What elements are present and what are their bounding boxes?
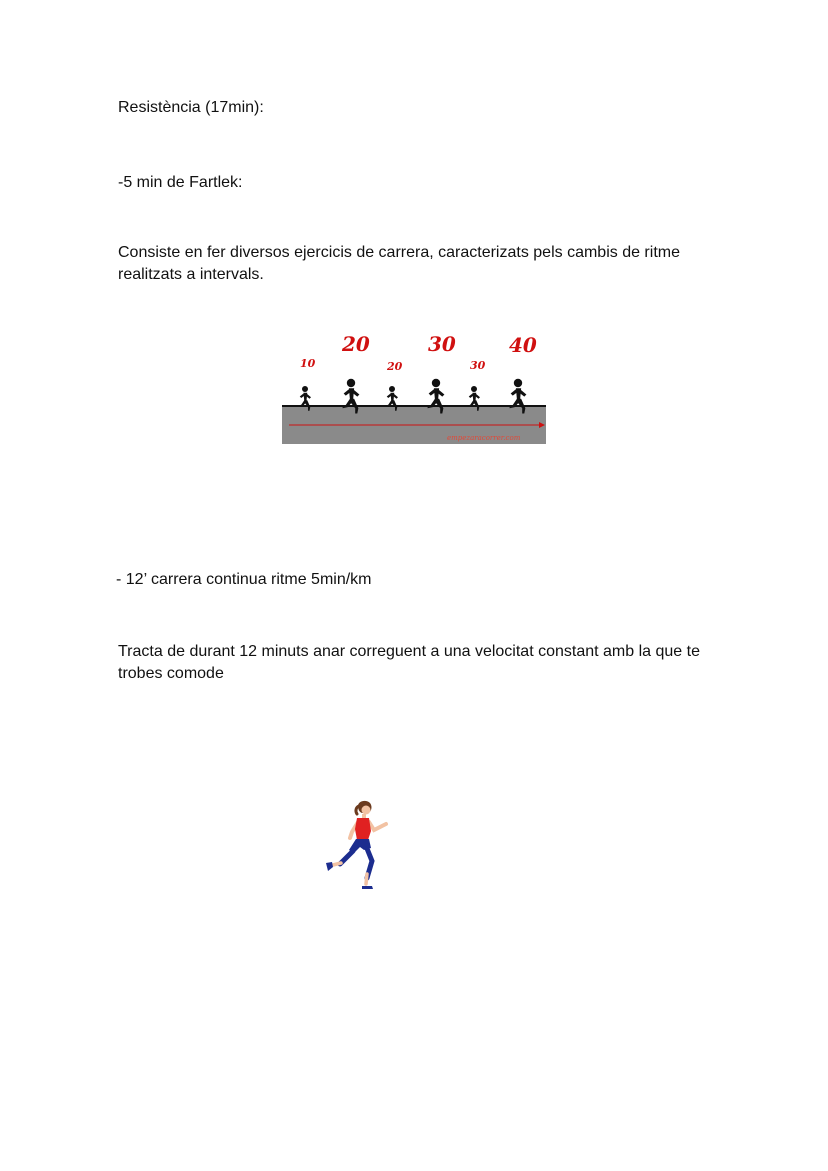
pace-label: 40 bbox=[509, 333, 537, 357]
fartlek-illustration bbox=[281, 328, 547, 446]
pace-label: 20 bbox=[387, 360, 403, 373]
watermark-text: empezaracorrer.com bbox=[447, 434, 521, 442]
shoe-shape bbox=[326, 862, 333, 871]
fartlek-item: -5 min de Fartlek: bbox=[118, 174, 243, 191]
track-edge bbox=[282, 405, 546, 407]
fartlek-description: Consiste en fer diversos ejercicis de carrera, caracterizats pels cambis de ritme realitzats a intervals. bbox=[118, 244, 680, 283]
section-heading: Resistència (17min): bbox=[118, 99, 264, 116]
tank-top-shape bbox=[355, 818, 371, 840]
pace-label: 30 bbox=[470, 359, 486, 372]
pace-label: 30 bbox=[428, 332, 456, 356]
pace-label: 10 bbox=[300, 357, 316, 370]
pace-label: 20 bbox=[342, 332, 370, 356]
shoe-shape bbox=[362, 886, 373, 889]
continuous-run-item: - 12’ carrera continua ritme 5min/km bbox=[116, 571, 372, 588]
continuous-run-description: Tracta de durant 12 minuts anar correguent a una velocitat constant amb la que te trobes comode bbox=[118, 643, 700, 682]
woman-runner-illustration bbox=[322, 798, 392, 894]
head-shape bbox=[362, 806, 371, 815]
